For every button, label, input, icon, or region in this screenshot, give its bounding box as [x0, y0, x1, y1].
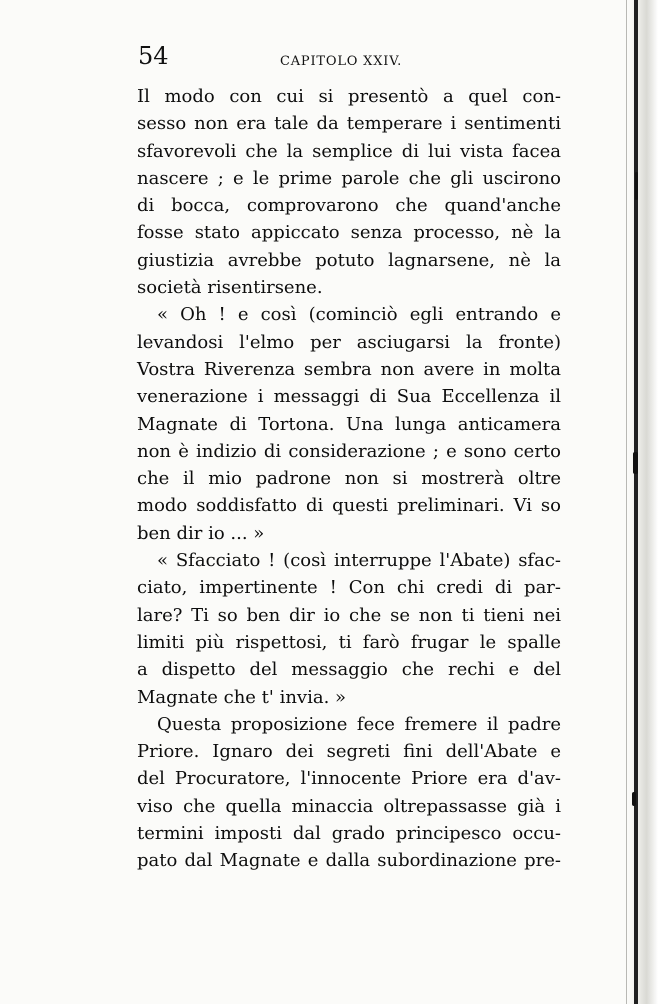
page-header — [138, 42, 566, 82]
text-line: pato dal Magnate e dalla subordinazione pre- — [137, 850, 561, 872]
text-line: levandosi l'elmo per asciugarsi la fronte) — [137, 331, 561, 353]
text-line: « Oh ! e così (cominciò egli entrando e — [157, 304, 561, 326]
binding-mark — [635, 172, 638, 200]
binding-dark-line — [634, 0, 638, 1004]
text-line: ciato, impertinente ! Con chi credi di par- — [137, 577, 561, 599]
text-line: sfavorevoli che la semplice di lui vista facea — [137, 140, 561, 162]
text-line: ben dir io ... » — [137, 522, 265, 544]
text-line: sesso non era tale da temperare i sentimenti — [137, 113, 561, 135]
text-line: venerazione i messaggi di Sua Eccellenza il — [137, 386, 561, 408]
text-line: fosse stato appiccato senza processo, nè la — [137, 222, 561, 244]
running-head: CAPITOLO XXIV. — [280, 54, 403, 69]
text-line: termini imposti dal grado principesco occu- — [137, 823, 561, 845]
page-number: 54 — [138, 42, 169, 70]
text-line: « Sfacciato ! (così interruppe l'Abate) sfac- — [157, 550, 561, 572]
binding-mark — [633, 452, 638, 474]
text-line: lare? Ti so ben dir io che se non ti tieni nei — [137, 604, 561, 626]
binding-mark — [632, 792, 636, 806]
text-line: modo soddisfatto di questi preliminari. Vi so — [137, 495, 561, 517]
text-line: di bocca, comprovarono che quand'anche — [137, 195, 561, 217]
binding-shadow-line — [626, 0, 627, 1004]
text-line: che il mio padrone non si mostrerà oltre — [137, 468, 561, 490]
text-line: Vostra Riverenza sembra non avere in molta — [137, 358, 561, 380]
text-line: Priore. Ignaro dei segreti fini dell'Abate e — [137, 741, 561, 763]
text-line: Magnate di Tortona. Una lunga anticamera — [137, 413, 561, 435]
body-text — [137, 83, 561, 875]
text-line: Il modo con cui si presentò a quel con- — [137, 86, 561, 107]
text-line: nascere ; e le prime parole che gli uscirono — [137, 167, 561, 189]
page-binding-edge — [628, 0, 658, 1004]
text-line: limiti più rispettosi, ti farò frugar le spalle — [137, 631, 561, 653]
text-line: non è indizio di considerazione ; e sono certo — [137, 440, 561, 462]
text-line: a dispetto del messaggio che rechi e del — [137, 659, 561, 681]
text-line: viso che quella minaccia oltrepassasse già i — [137, 795, 561, 817]
text-line: Questa proposizione fece fremere il padre — [157, 713, 561, 735]
text-line: Magnate che t' invia. » — [137, 686, 347, 708]
text-line: società risentirsene. — [137, 277, 323, 299]
text-line: giustizia avrebbe potuto lagnarsene, nè la — [137, 249, 561, 271]
text-line: del Procuratore, l'innocente Priore era d'av- — [137, 768, 561, 790]
